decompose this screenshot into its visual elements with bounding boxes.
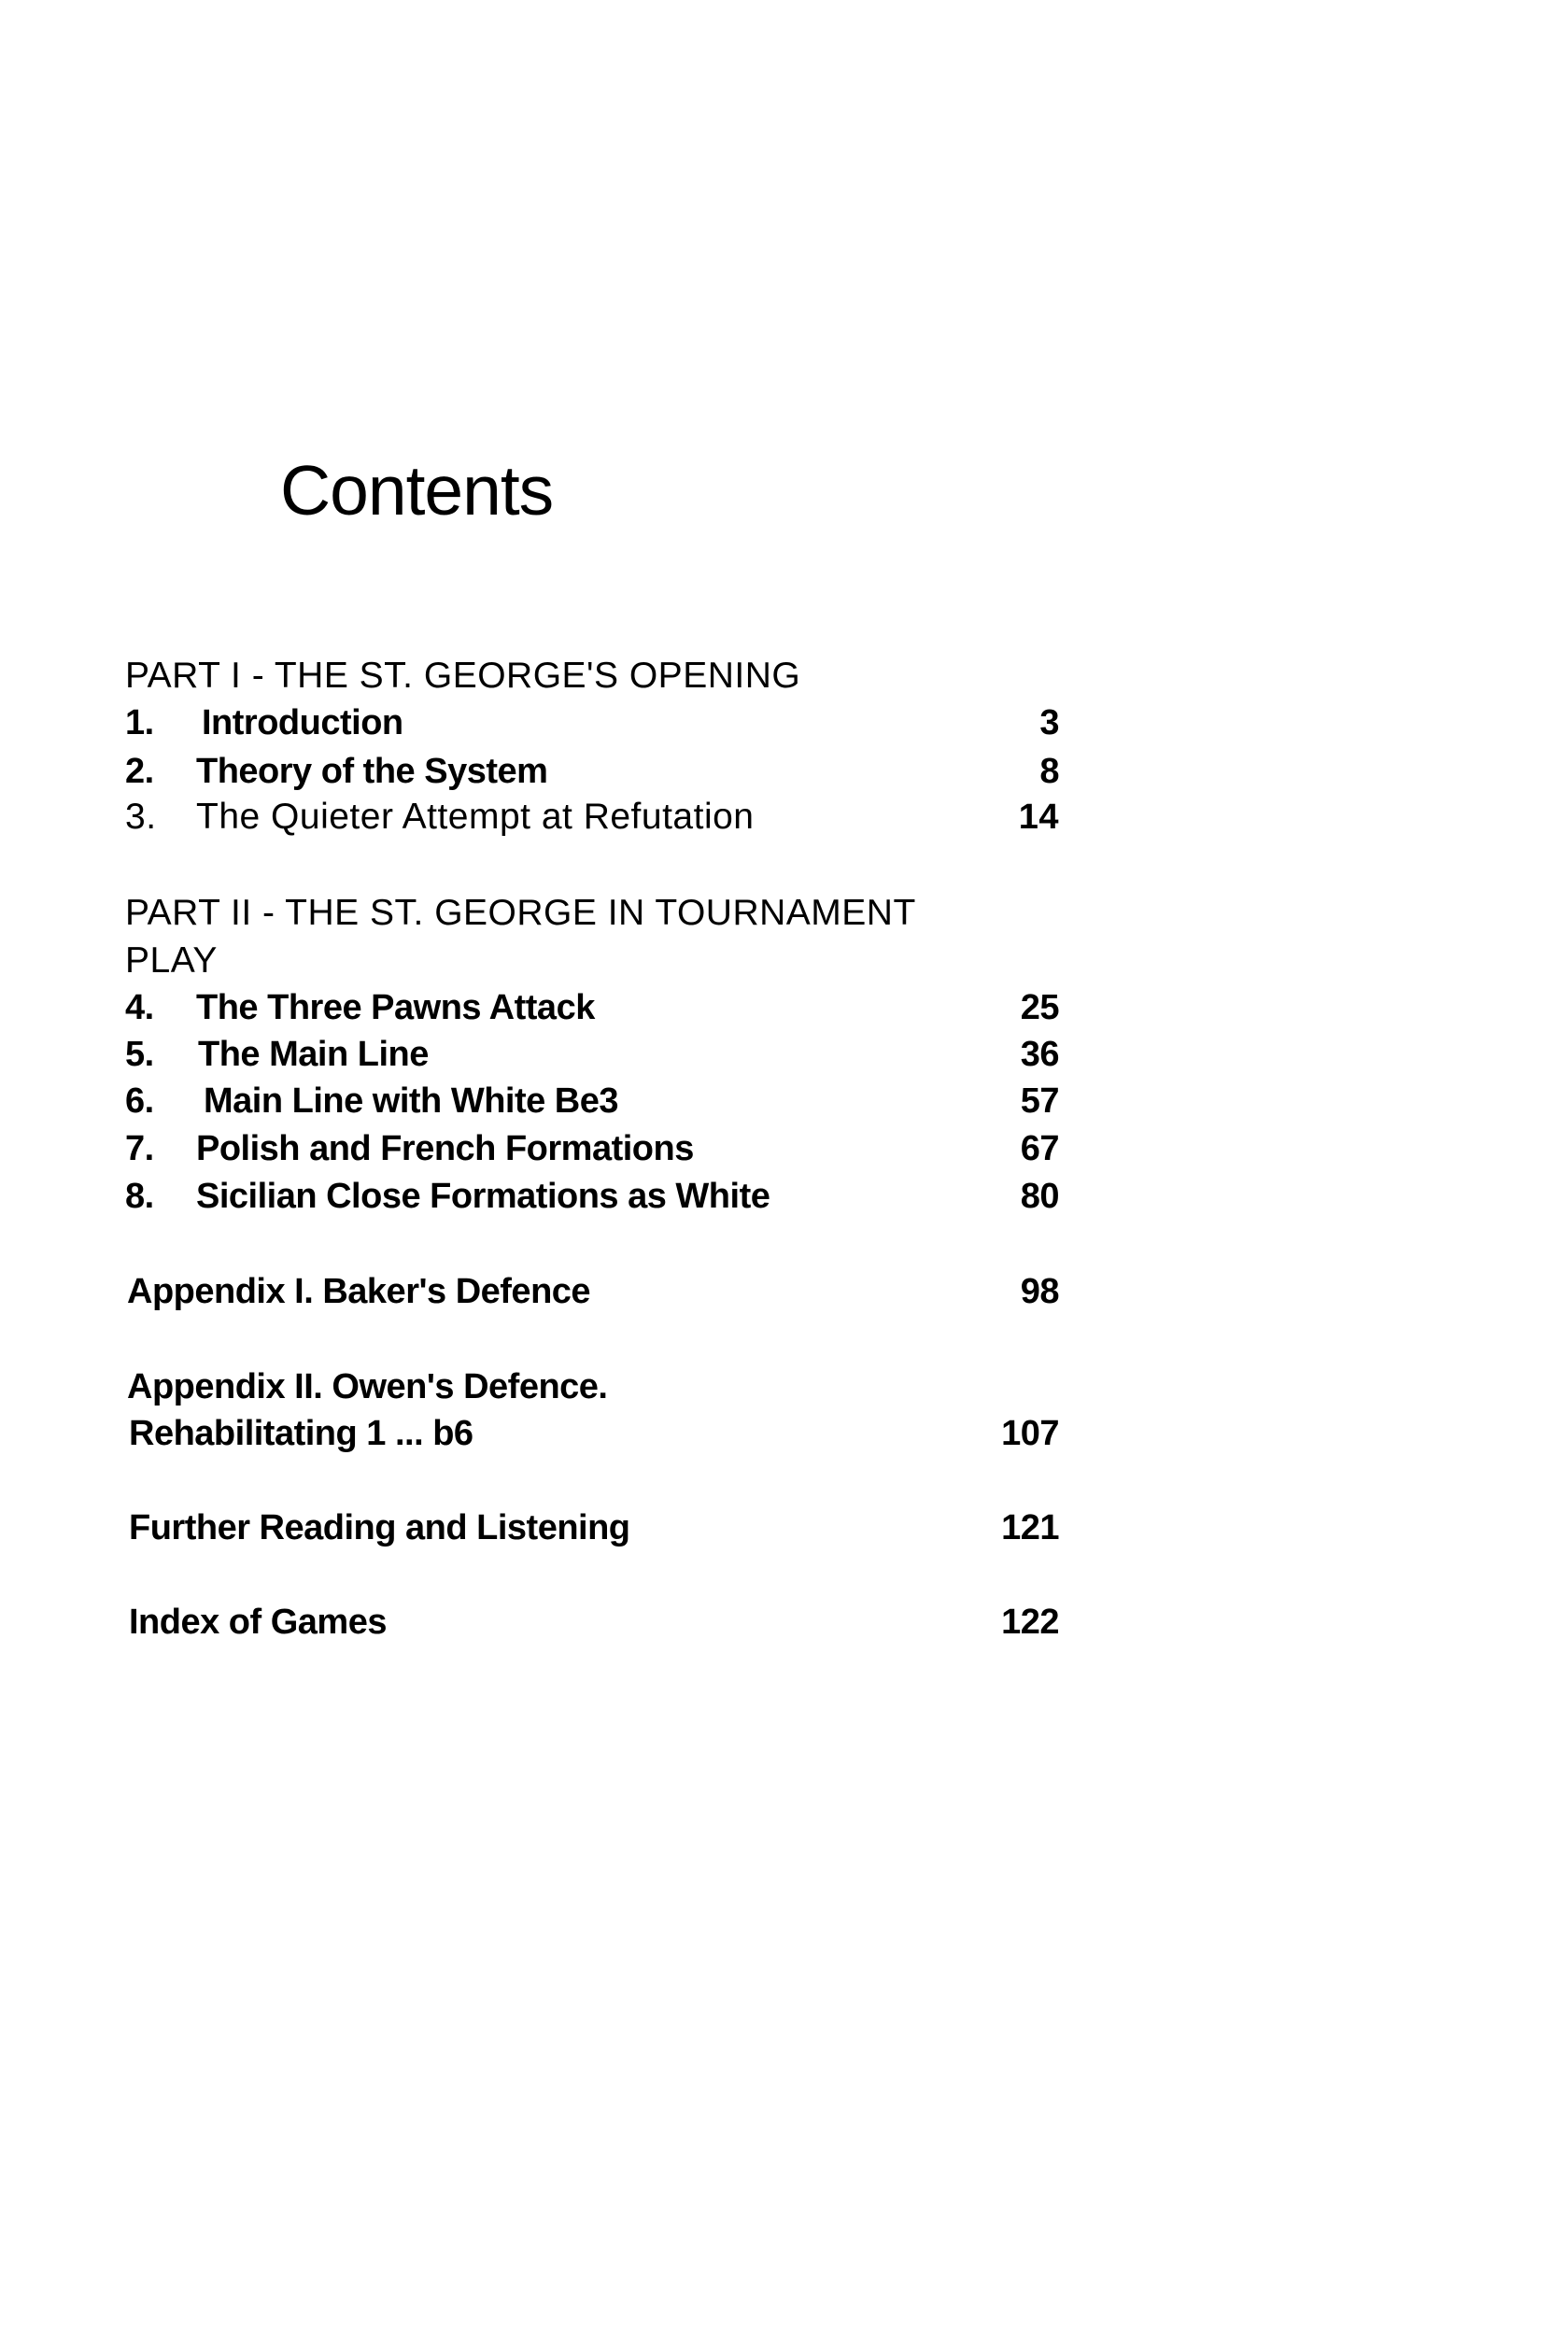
- entry-title: Polish and French Formations: [196, 1129, 694, 1168]
- entry-number: 2.: [125, 752, 154, 791]
- toc-entry-5: [125, 1030, 1059, 1079]
- part-2-heading-line-2: PLAY: [125, 940, 218, 981]
- entry-title: Theory of the System: [196, 752, 548, 791]
- entry-number: 8.: [125, 1177, 154, 1216]
- toc-entry-6: [125, 1077, 1059, 1125]
- entry-number: 4.: [125, 988, 154, 1027]
- entry-title: The Quieter Attempt at Refutation: [196, 797, 755, 837]
- entry-page-number: 8: [1039, 752, 1059, 791]
- entry-title: Appendix I. Baker's Defence: [127, 1272, 591, 1311]
- toc-entry-1: [125, 699, 1059, 747]
- toc-appendix-2-line-1: [125, 1363, 1059, 1411]
- entry-title: Further Reading and Listening: [129, 1508, 630, 1547]
- entry-number: 6.: [125, 1081, 154, 1121]
- entry-title: Main Line with White Be3: [204, 1081, 619, 1121]
- page-title: Contents: [280, 451, 554, 530]
- entry-page-number: 14: [1018, 798, 1059, 837]
- entry-title: The Three Pawns Attack: [196, 988, 595, 1027]
- part-1-heading: PART I - THE ST. GEORGE'S OPENING: [125, 656, 801, 696]
- toc-further-reading: [125, 1504, 1059, 1552]
- toc-entry-7: [125, 1124, 1059, 1173]
- entry-page-number: 36: [1020, 1035, 1059, 1074]
- toc-entry-4: [125, 983, 1059, 1032]
- entry-title: Introduction: [202, 703, 403, 742]
- entry-page-number: 98: [1020, 1272, 1059, 1311]
- entry-title: Index of Games: [129, 1603, 387, 1642]
- entry-title: Sicilian Close Formations as White: [196, 1177, 770, 1216]
- entry-subtitle: Rehabilitating 1 ... b6: [129, 1414, 473, 1453]
- entry-title: Appendix II. Owen's Defence.: [127, 1367, 608, 1406]
- toc-entry-2: [125, 747, 1059, 796]
- toc-index-of-games: [125, 1598, 1059, 1646]
- entry-number: 1.: [125, 703, 154, 742]
- entry-number: 7.: [125, 1129, 154, 1168]
- entry-page-number: 121: [1001, 1508, 1059, 1547]
- entry-page-number: 25: [1020, 988, 1059, 1027]
- entry-page-number: 3: [1039, 703, 1059, 742]
- entry-page-number: 80: [1020, 1177, 1059, 1216]
- entry-title: The Main Line: [198, 1035, 429, 1074]
- part-2-heading-line-1: PART II - THE ST. GEORGE IN TOURNAMENT: [125, 893, 916, 933]
- toc-entry-8: [125, 1172, 1059, 1221]
- entry-number: 5.: [125, 1035, 154, 1074]
- entry-page-number: 57: [1020, 1081, 1059, 1121]
- toc-entry-3: [125, 793, 1059, 841]
- entry-page-number: 122: [1001, 1603, 1059, 1642]
- entry-page-number: 67: [1020, 1129, 1059, 1168]
- toc-appendix-1: [125, 1267, 1059, 1316]
- toc-appendix-2-line-2: [125, 1409, 1059, 1458]
- entry-page-number: 107: [1001, 1414, 1059, 1453]
- entry-number: 3.: [125, 797, 157, 837]
